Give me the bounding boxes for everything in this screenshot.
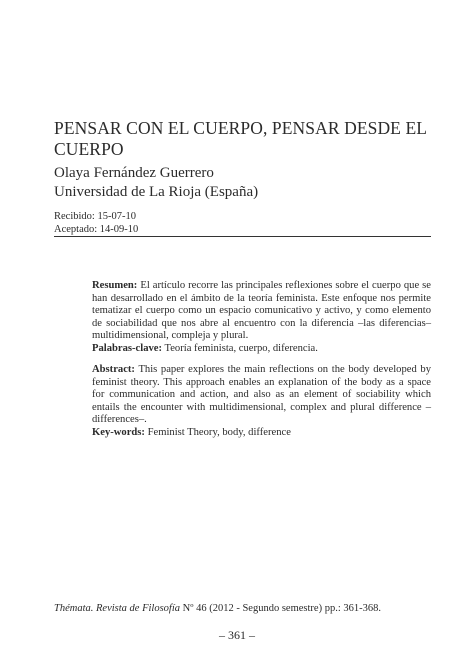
page-number: – 361 – [219,628,255,642]
abstract-es-text: El artículo recorre las principales reflexiones sobre el cuerpo que se han desarrollado en el ámbito de la teoría feminista. Este enfoque nos permite tematizar el cuerpo como un espacio comunicativo y activo, y como elemento de sociabilidad que nos abre al encuentro con la diferencia –las diferencias– multidimensional, compleja y plural. [92,280,431,342]
journal-name: Thémata. Revista de Filosofía [54,603,180,614]
submission-dates [54,210,138,236]
abstract-english [92,364,431,440]
author-block [54,164,258,202]
keywords-es-paragraph [92,343,431,356]
keywords-en-text: Feminist Theory, body, difference [147,426,291,438]
keywords-es-text: Teoría feminista, cuerpo, diferencia. [164,342,318,354]
abstract-es-label: Resumen: [92,280,138,291]
received-date: Recibido: 15-07-10 [54,211,136,222]
article-title: PENSAR CON EL CUERPO, PENSAR DESDE EL CUERPO [54,118,427,159]
abstract-en-label: Abstract: [92,364,135,375]
abstract-es-paragraph [92,280,431,343]
header-divider [54,236,431,237]
keywords-en-label: Key-words: [92,426,145,438]
author-name: Olaya Fernández Guerrero [54,165,214,181]
abstract-en-paragraph [92,364,431,427]
keywords-en-paragraph [92,427,431,440]
accepted-date: Aceptado: 14-09-10 [54,224,139,235]
journal-citation [54,602,434,615]
keywords-es-label: Palabras-clave: [92,342,163,354]
citation-details: Nº 46 (2012 - Segundo semestre) pp.: 361-368. [180,603,381,614]
abstract-en-text: This paper explores the main reflections on the body developed by feminist theory. This approach enables an explanation of the body as a space for communication and action, and also as an element of sociability which entails the encounter with multidimensional, complex and plural difference –differences–. [92,364,431,426]
abstract-spanish [92,280,431,356]
author-affiliation: Universidad de La Rioja (España) [54,184,259,200]
